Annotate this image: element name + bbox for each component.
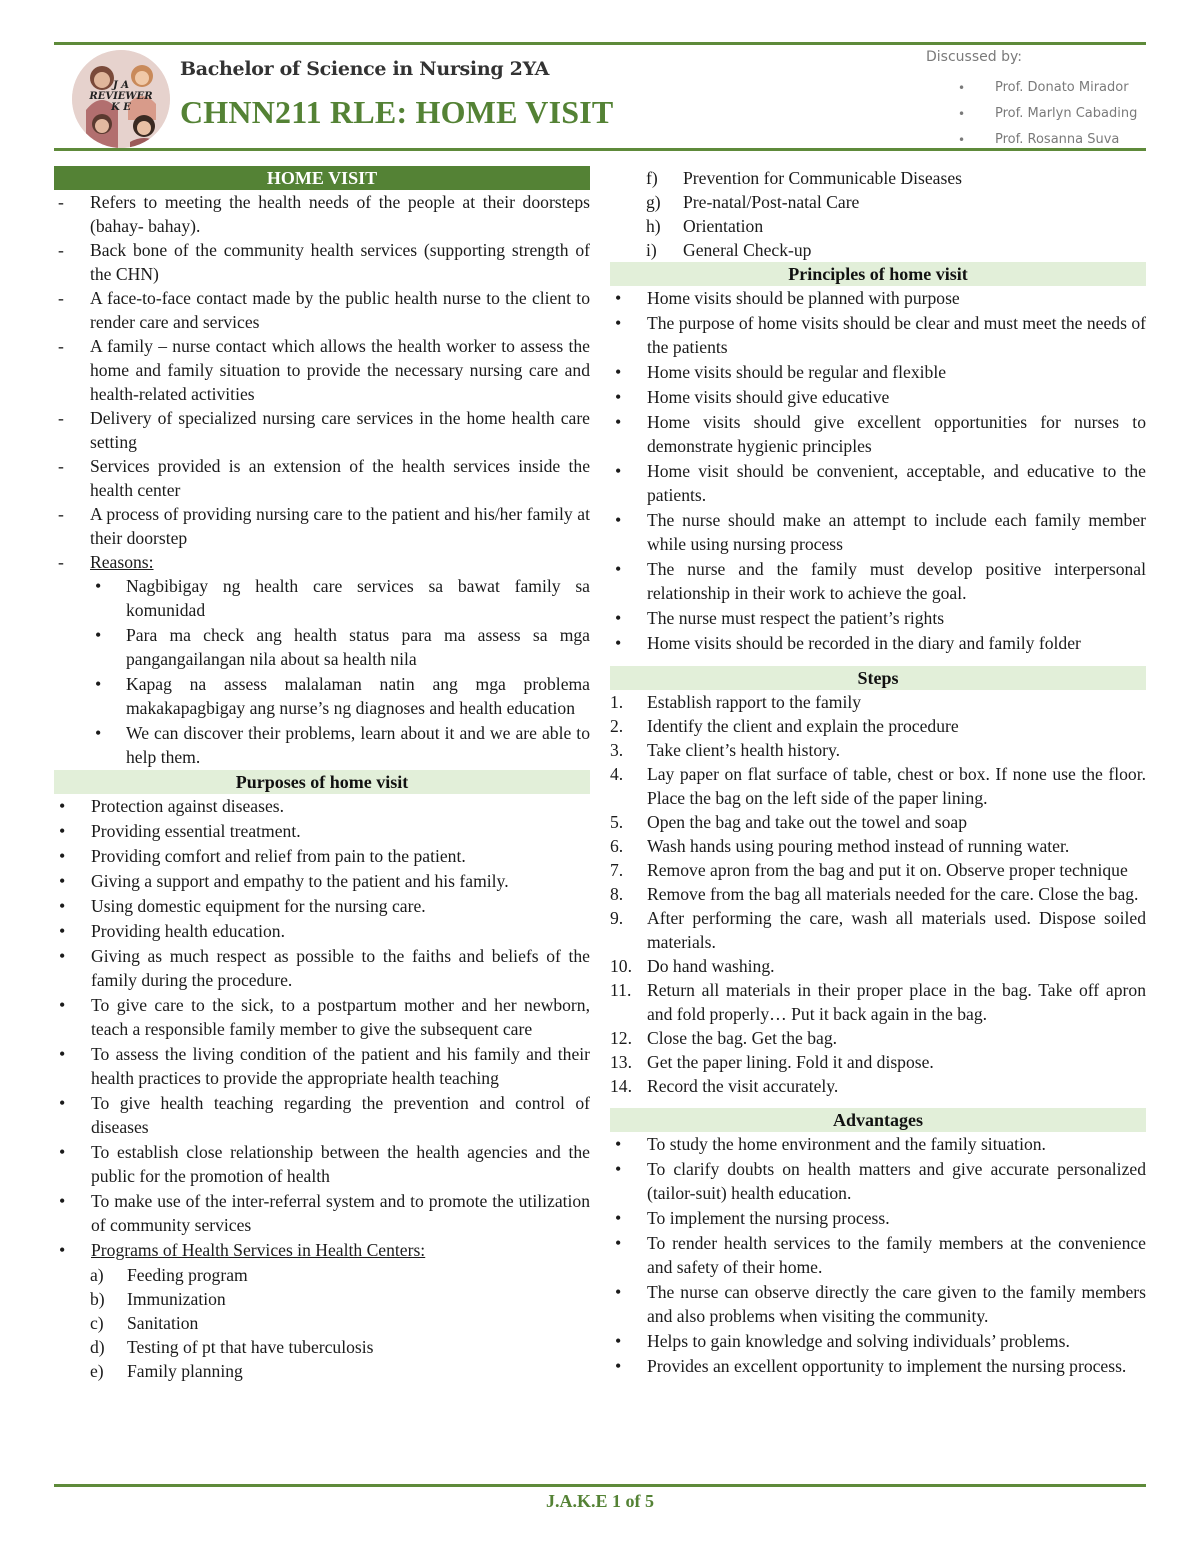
list-item: • The nurse should make an attempt to include each family member while using nursing process — [610, 508, 1146, 556]
list-item-text: Return all materials in their proper place in the bag. Take off apron and fold properly… Put it back again in the bag. — [647, 980, 1146, 1024]
list-item: • To establish close relationship between the health agencies and the public for the promotion of health — [54, 1140, 590, 1188]
list-item: • Home visits should give educative — [610, 385, 1146, 409]
list-marker: 3. — [610, 740, 624, 760]
reasons-item — [54, 550, 590, 574]
list-item: • We can discover their problems, learn about it and we are able to help them. — [90, 721, 590, 769]
list-item — [646, 166, 1146, 190]
list-item: • The purpose of home visits should be clear and must meet the needs of the patients — [610, 311, 1146, 359]
list-marker: h) — [646, 216, 661, 236]
list-item: - A face-to-face contact made by the public health nurse to the client to render care and services — [54, 286, 590, 334]
list-item: • To clarify doubts on health matters and give accurate personalized (tailor-suit) health education. — [610, 1157, 1146, 1205]
list-item — [610, 810, 1146, 834]
purposes-list — [54, 794, 590, 1262]
list-item — [610, 882, 1146, 906]
list-item: • Home visits should be regular and flexible — [610, 360, 1146, 384]
list-item — [90, 1263, 590, 1287]
list-item — [90, 1311, 590, 1335]
list-item: • The nurse must respect the patient’s rights — [610, 606, 1146, 630]
list-item-text: Prevention for Communicable Diseases — [683, 168, 962, 188]
list-item: • To give health teaching regarding the prevention and control of diseases — [54, 1091, 590, 1139]
list-item: • Para ma check ang health status para ma assess sa mga pangangailangan nila about sa health nila — [90, 623, 590, 671]
logo-line2: REVIEWER — [89, 91, 153, 102]
page-footer: J.A.K.E 1 of 5 — [546, 1491, 654, 1511]
list-item-text: General Check-up — [683, 240, 812, 260]
list-item-text: Immunization — [127, 1289, 226, 1309]
principles-heading: Principles of home visit — [610, 262, 1146, 286]
list-item — [610, 762, 1146, 810]
header-top-rule — [54, 42, 1146, 45]
list-item: • To give care to the sick, to a postpartum mother and her newborn, teach a responsible family member to give the subsequent care — [54, 993, 590, 1041]
list-item: • Providing health education. — [54, 919, 590, 943]
list-item: • Home visits should be recorded in the diary and family folder — [610, 631, 1146, 655]
list-item-text: Feeding program — [127, 1265, 248, 1285]
list-item: • Home visit should be convenient, acceptable, and educative to the patients. — [610, 459, 1146, 507]
list-item — [610, 954, 1146, 978]
list-item: - Delivery of specialized nursing care services in the home health care setting — [54, 406, 590, 454]
logo-lettering — [72, 80, 170, 113]
list-marker: e) — [90, 1361, 104, 1381]
list-item — [610, 858, 1146, 882]
right-column — [610, 166, 1146, 1379]
list-marker: a) — [90, 1265, 104, 1285]
list-marker: d) — [90, 1337, 105, 1357]
professor-item: • Prof. Donato Mirador — [958, 78, 1137, 104]
list-marker: f) — [646, 168, 658, 188]
list-item-text: Close the bag. Get the bag. — [647, 1028, 838, 1048]
list-item — [610, 1074, 1146, 1098]
list-item-text: Do hand washing. — [647, 956, 775, 976]
logo-line1: J A — [113, 80, 129, 91]
list-item — [90, 1359, 590, 1383]
list-item — [610, 978, 1146, 1026]
list-marker: 10. — [610, 956, 632, 976]
list-item: • To study the home environment and the family situation. — [610, 1132, 1146, 1156]
list-item: - Services provided is an extension of the health services inside the health center — [54, 454, 590, 502]
programs-list-left — [90, 1263, 590, 1383]
list-item-text: Lay paper on flat surface of table, chest or box. If none use the floor. Place the bag on the left side of the paper lining. — [647, 764, 1146, 808]
purposes-heading: Purposes of home visit — [54, 770, 590, 794]
list-item: - A process of providing nursing care to the patient and his/her family at their doorstep — [54, 502, 590, 550]
list-item: • Using domestic equipment for the nursing care. — [54, 894, 590, 918]
list-marker: 2. — [610, 716, 624, 736]
list-item-text: Testing of pt that have tuberculosis — [127, 1337, 374, 1357]
list-item-text: Wash hands using pouring method instead of running water. — [647, 836, 1070, 856]
list-item — [610, 738, 1146, 762]
reasons-list — [90, 574, 590, 769]
list-item: • To assess the living condition of the patient and his family and their health practices to provide the appropriate health teaching — [54, 1042, 590, 1090]
left-column — [54, 166, 590, 1383]
list-item — [646, 214, 1146, 238]
list-marker: 11. — [610, 980, 632, 1000]
list-item — [90, 1287, 590, 1311]
footer-rule — [54, 1484, 1146, 1487]
list-item: • To implement the nursing process. — [610, 1206, 1146, 1230]
principles-list — [610, 286, 1146, 655]
list-marker: 8. — [610, 884, 624, 904]
list-marker: 13. — [610, 1052, 632, 1072]
list-item-text: Remove from the bag all materials needed for the care. Close the bag. — [647, 884, 1139, 904]
professor-item: • Prof. Rosanna Suva — [958, 130, 1137, 156]
list-marker: i) — [646, 240, 657, 260]
list-marker: 1. — [610, 692, 624, 712]
list-item: • Giving a support and empathy to the patient and his family. — [54, 869, 590, 893]
list-item: • Helps to gain knowledge and solving individuals’ problems. — [610, 1329, 1146, 1353]
advantages-list — [610, 1132, 1146, 1378]
list-item: • Providing comfort and relief from pain to the patient. — [54, 844, 590, 868]
list-item-text: Sanitation — [127, 1313, 199, 1333]
programs-list-right — [646, 166, 1146, 262]
list-item-text: Remove apron from the bag and put it on. Observe proper technique — [647, 860, 1128, 880]
page-title: CHNN211 RLE: HOME VISIT — [180, 94, 614, 130]
discussed-by-label: Discussed by: — [926, 49, 1022, 65]
list-item: • Protection against diseases. — [54, 794, 590, 818]
list-item — [610, 690, 1146, 714]
list-item: • To make use of the inter-referral system and to promote the utilization of community services — [54, 1189, 590, 1237]
list-item-text: Get the paper lining. Fold it and dispose. — [647, 1052, 934, 1072]
list-marker: b) — [90, 1289, 105, 1309]
list-item — [610, 1050, 1146, 1074]
list-item: • Providing essential treatment. — [54, 819, 590, 843]
steps-heading: Steps — [610, 666, 1146, 690]
list-marker: g) — [646, 192, 661, 212]
home-visit-heading: HOME VISIT — [54, 166, 590, 190]
list-item: - A family – nurse contact which allows the health worker to assess the home and family situation to provide the necessary nursing care and health-related activities — [54, 334, 590, 406]
professor-list — [958, 78, 1137, 156]
reviewer-logo — [72, 50, 170, 148]
list-item — [90, 1335, 590, 1359]
list-marker: 12. — [610, 1028, 632, 1048]
list-item: • Nagbibigay ng health care services sa bawat family sa komunidad — [90, 574, 590, 622]
list-item-text: Family planning — [127, 1361, 243, 1381]
list-item: • Kapag na assess malalaman natin ang mga problema makakapagbigay ang nurse’s ng diagnoses and health education — [90, 672, 590, 720]
list-item: • Giving as much respect as possible to the faiths and beliefs of the family during the procedure. — [54, 944, 590, 992]
programs-label: Programs of Health Services in Health Centers: — [91, 1240, 426, 1260]
programs-item — [54, 1238, 590, 1262]
list-item: - Refers to meeting the health needs of the people at their doorsteps (bahay- bahay). — [54, 190, 590, 238]
list-item-text: Open the bag and take out the towel and soap — [647, 812, 968, 832]
advantages-heading: Advantages — [610, 1108, 1146, 1132]
list-item-text: Identify the client and explain the procedure — [647, 716, 959, 736]
logo-line3: K E — [111, 102, 131, 113]
list-item: • The nurse can observe directly the care given to the family members and also problems when visiting the community. — [610, 1280, 1146, 1328]
list-marker: 4. — [610, 764, 624, 784]
list-marker: 5. — [610, 812, 624, 832]
list-item: • Home visits should be planned with purpose — [610, 286, 1146, 310]
list-item-text: Take client’s health history. — [647, 740, 841, 760]
list-item — [610, 834, 1146, 858]
list-item: • Home visits should give excellent opportunities for nurses to demonstrate hygienic principles — [610, 410, 1146, 458]
list-item-text: Orientation — [683, 216, 764, 236]
reasons-label: Reasons: — [90, 552, 154, 572]
home-visit-definition-list — [54, 190, 590, 574]
list-item — [610, 1026, 1146, 1050]
list-item-text: Establish rapport to the family — [647, 692, 862, 712]
list-item — [610, 906, 1146, 954]
list-marker: 9. — [610, 908, 624, 928]
list-marker: 14. — [610, 1076, 632, 1096]
list-item: • Provides an excellent opportunity to implement the nursing process. — [610, 1354, 1146, 1378]
header-bottom-rule — [54, 148, 1146, 151]
steps-list — [610, 690, 1146, 1098]
list-marker: 6. — [610, 836, 624, 856]
list-item — [646, 190, 1146, 214]
list-marker: c) — [90, 1313, 104, 1333]
list-item: • To render health services to the family members at the convenience and safety of their home. — [610, 1231, 1146, 1279]
list-item-text: Record the visit accurately. — [647, 1076, 839, 1096]
list-item — [646, 238, 1146, 262]
list-marker: 7. — [610, 860, 624, 880]
list-item: - Back bone of the community health services (supporting strength of the CHN) — [54, 238, 590, 286]
course-subtitle: Bachelor of Science in Nursing 2YA — [180, 58, 550, 80]
professor-item: • Prof. Marlyn Cabading — [958, 104, 1137, 130]
list-item: • The nurse and the family must develop positive interpersonal relationship in their work to achieve the goal. — [610, 557, 1146, 605]
list-item-text: Pre-natal/Post-natal Care — [683, 192, 860, 212]
list-item — [610, 714, 1146, 738]
list-item-text: After performing the care, wash all materials used. Dispose soiled materials. — [647, 908, 1146, 952]
